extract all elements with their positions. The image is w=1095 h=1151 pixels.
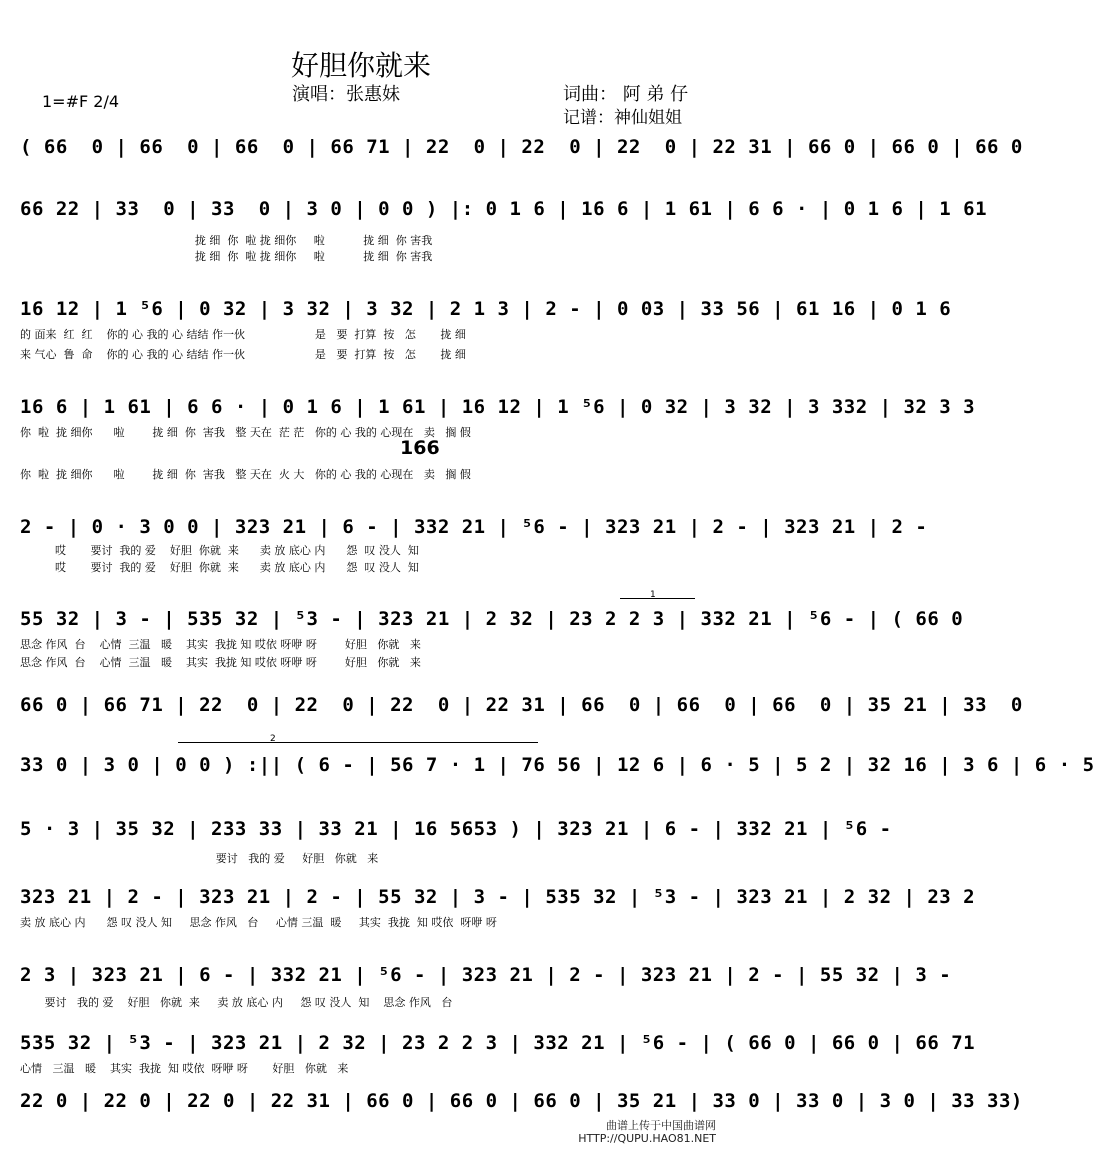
lyric-line-4a: 你 啦 拢 细你 啦 拢 细 你 害我 整 天在 茫 茫 你的 心 我的 心现在 卖 搁 假 — [20, 426, 471, 439]
notation-row-4: 16 6 | 1 61 | 6 6 · | 0 1 6 | 1 61 | 16 12 | 1 ⁵6 | 0 32 | 3 32 | 3 332 | 32 3 3 — [20, 396, 976, 418]
lyric-line-5b: 哎 要讨 我的 爱 好胆 你就 来 卖 放 底心 内 怨 叹 没人 知 — [20, 561, 419, 574]
alt-notes-4: 166 — [400, 437, 440, 459]
composer-credit: 词曲： 阿 弟 仔 — [563, 84, 689, 105]
notation-row-10: 323 21 | 2 - | 323 21 | 2 - | 55 32 | 3 - | 535 32 | ⁵3 - | 323 21 | 2 32 | 23 2 — [20, 886, 976, 908]
singer-credit: 演唱：张惠妹 — [292, 84, 400, 105]
volta-first-number: 1 — [650, 590, 656, 600]
key-signature: 1=#F 2/4 — [42, 92, 120, 111]
notation-row-2: 66 22 | 33 0 | 33 0 | 3 0 | 0 0 ) |: 0 1 6 | 16 6 | 1 61 | 6 6 · | 0 1 6 | 1 61 — [20, 198, 988, 220]
volta-first-bracket — [620, 598, 695, 599]
notation-row-8: 33 0 | 3 0 | 0 0 ) :|| ( 6 - | 56 7 · 1 | 76 56 | 12 6 | 6 · 5 | 5 2 | 32 16 | 3 6 | 6 · 5 — [20, 754, 1095, 776]
lyric-line-11: 要讨 我的 爱 好胆 你就 来 卖 放 底心 内 怨 叹 没人 知 思念 作风 台 — [20, 996, 453, 1009]
notation-row-7: 66 0 | 66 71 | 22 0 | 22 0 | 22 0 | 22 31 | 66 0 | 66 0 | 66 0 | 35 21 | 33 0 — [20, 694, 1023, 716]
notation-row-13: 22 0 | 22 0 | 22 0 | 22 31 | 66 0 | 66 0 | 66 0 | 35 21 | 33 0 | 33 0 | 3 0 | 33 33) — [20, 1090, 1023, 1112]
lyric-line-2a: 拢 细 你 啦 拢 细你 啦 拢 细 你 害我 — [20, 234, 433, 247]
transcriber-credit: 记谱：神仙姐姐 — [563, 108, 682, 128]
notation-row-6: 55 32 | 3 - | 535 32 | ⁵3 - | 323 21 | 2 32 | 23 2 2 3 | 332 21 | ⁵6 - | ( 66 0 — [20, 608, 964, 630]
notation-row-3: 16 12 | 1 ⁵6 | 0 32 | 3 32 | 3 32 | 2 1 3 | 2 - | 0 03 | 33 56 | 61 16 | 0 1 6 — [20, 298, 952, 320]
lyric-line-5a: 哎 要讨 我的 爱 好胆 你就 来 卖 放 底心 内 怨 叹 没人 知 — [20, 544, 419, 557]
notation-row-12: 535 32 | ⁵3 - | 323 21 | 2 32 | 23 2 2 3 | 332 21 | ⁵6 - | ( 66 0 | 66 0 | 66 71 — [20, 1032, 976, 1054]
lyric-line-3a: 的 面来 红 红 你的 心 我的 心 结结 作一伙 是 要 打算 按 怎 拢 细 — [20, 328, 466, 341]
lyric-line-9: 要讨 我的 爱 好胆 你就 来 — [20, 852, 379, 865]
lyric-line-4b: 你 啦 拢 细你 啦 拢 细 你 害我 整 天在 火 大 你的 心 我的 心现在 卖 搁 假 — [20, 468, 471, 481]
watermark-line-1: 曲谱上传于中国曲谱网 — [606, 1119, 716, 1132]
lyric-line-6b: 思念 作风 台 心情 三温 暖 其实 我拢 知 哎依 呀咿 呀 好胆 你就 来 — [20, 656, 421, 669]
lyric-line-6a: 思念 作风 台 心情 三温 暖 其实 我拢 知 哎依 呀咿 呀 好胆 你就 来 — [20, 638, 421, 651]
lyric-line-10: 卖 放 底心 内 怨 叹 没人 知 思念 作风 台 心情 三温 暖 其实 我拢 知 哎依 呀咿 呀 — [20, 916, 497, 929]
song-title: 好胆你就来 — [290, 49, 431, 82]
watermark-line-2: HTTP://QUPU.HAO81.NET — [578, 1132, 716, 1145]
lyric-line-2b: 拢 细 你 啦 拢 细你 啦 拢 细 你 害我 — [20, 250, 433, 263]
notation-row-9: 5 · 3 | 35 32 | 233 33 | 33 21 | 16 5653 ) | 323 21 | 6 - | 332 21 | ⁵6 - — [20, 818, 892, 840]
lyric-line-3b: 来 气心 鲁 命 你的 心 我的 心 结结 作一伙 是 要 打算 按 怎 拢 细 — [20, 348, 466, 361]
notation-row-11: 2 3 | 323 21 | 6 - | 332 21 | ⁵6 - | 323 21 | 2 - | 323 21 | 2 - | 55 32 | 3 - — [20, 964, 952, 986]
volta-second-number: 2 — [270, 734, 276, 744]
volta-second-bracket — [178, 742, 538, 743]
lyric-line-12: 心情 三温 暖 其实 我拢 知 哎依 呀咿 呀 好胆 你就 来 — [20, 1062, 349, 1075]
watermark — [578, 1119, 716, 1145]
notation-row-1: ( 66 0 | 66 0 | 66 0 | 66 71 | 22 0 | 22 0 | 22 0 | 22 31 | 66 0 | 66 0 | 66 0 — [20, 136, 1023, 158]
notation-row-5: 2 - | 0 · 3 0 0 | 323 21 | 6 - | 332 21 | ⁵6 - | 323 21 | 2 - | 323 21 | 2 - — [20, 516, 928, 538]
